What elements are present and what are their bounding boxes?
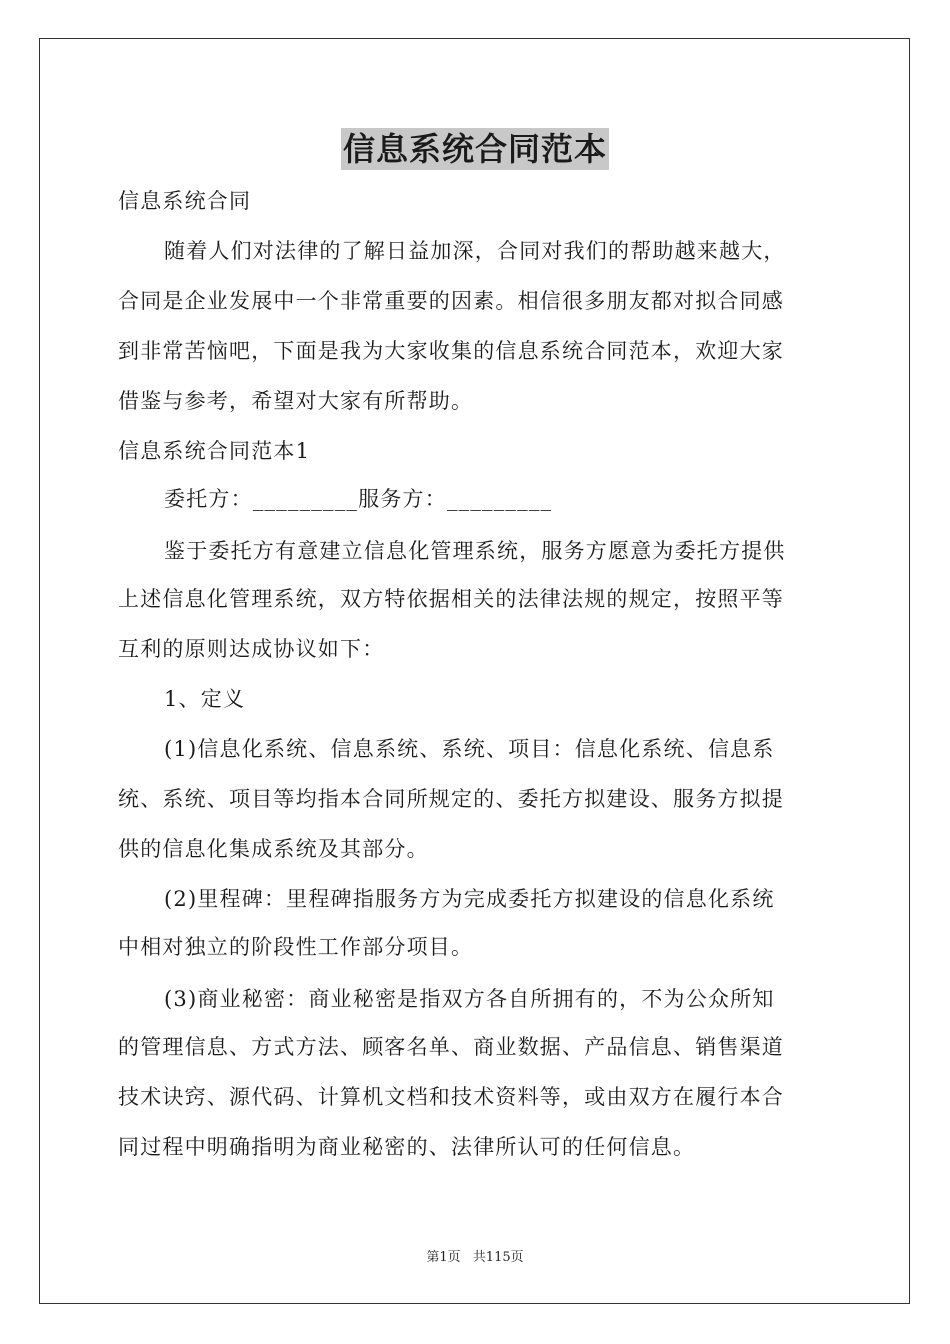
paragraph-line: 鉴于委托方有意建立信息化管理系统，服务方愿意为委托方提供 [164, 539, 786, 563]
paragraph-line: 合同是企业发展中一个非常重要的因素。相信很多朋友都对拟合同感 [118, 289, 784, 313]
document-title: 信息系统合同范本 [342, 130, 607, 168]
paragraph-line: (2)里程碑：里程碑指服务方为完成委托方拟建设的信息化系统 [164, 887, 775, 911]
total-pages: 共115页 [472, 1250, 524, 1265]
paragraph-line: (3)商业秘密：商业秘密是指双方各自所拥有的，不为公众所知 [164, 987, 775, 1011]
paragraph-line: 随着人们对法律的了解日益加深，合同对我们的帮助越来越大， [164, 239, 786, 263]
paragraph-line: 上述信息化管理系统，双方特依据相关的法律法规的规定，按照平等 [118, 587, 784, 611]
provider-blank: _________ [446, 487, 553, 511]
paragraph-line: 统、系统、项目等均指本合同所规定的、委托方拟建设、服务方拟提 [118, 787, 784, 811]
section-heading: 信息系统合同 [118, 189, 252, 213]
paragraph-line: 供的信息化集成系统及其部分。 [118, 837, 429, 861]
paragraph-line: 技术诀窍、源代码、计算机文档和技术资料等，或由双方在履行本合 [118, 1085, 784, 1109]
client-label: 委托方： [164, 487, 253, 511]
paragraph-line: 到非常苦恼吧，下面是我为大家收集的信息系统合同范本，欢迎大家 [118, 339, 784, 363]
paragraph-line: 的管理信息、方式方法、顾客名单、商业数据、产品信息、销售渠道 [118, 1035, 784, 1059]
paragraph-line: 互利的原则达成协议如下： [118, 637, 385, 661]
provider-label: 服务方： [358, 487, 447, 511]
page-footer [0, 1246, 950, 1265]
paragraph-line: 借鉴与参考，希望对大家有所帮助。 [118, 389, 474, 413]
section-heading: 信息系统合同范本1 [118, 439, 311, 463]
client-blank: _________ [252, 487, 359, 511]
page-number: 第1页 [426, 1250, 461, 1265]
paragraph-line: 1、定义 [164, 687, 246, 711]
parties-line [118, 484, 552, 514]
paragraph-line: (1)信息化系统、信息系统、系统、项目：信息化系统、信息系 [164, 737, 775, 761]
page-border [39, 38, 910, 1304]
paragraph-line: 同过程中明确指明为商业秘密的、法律所认可的任何信息。 [118, 1135, 696, 1159]
title-container [0, 128, 950, 170]
paragraph-line: 中相对独立的阶段性工作部分项目。 [118, 935, 474, 959]
